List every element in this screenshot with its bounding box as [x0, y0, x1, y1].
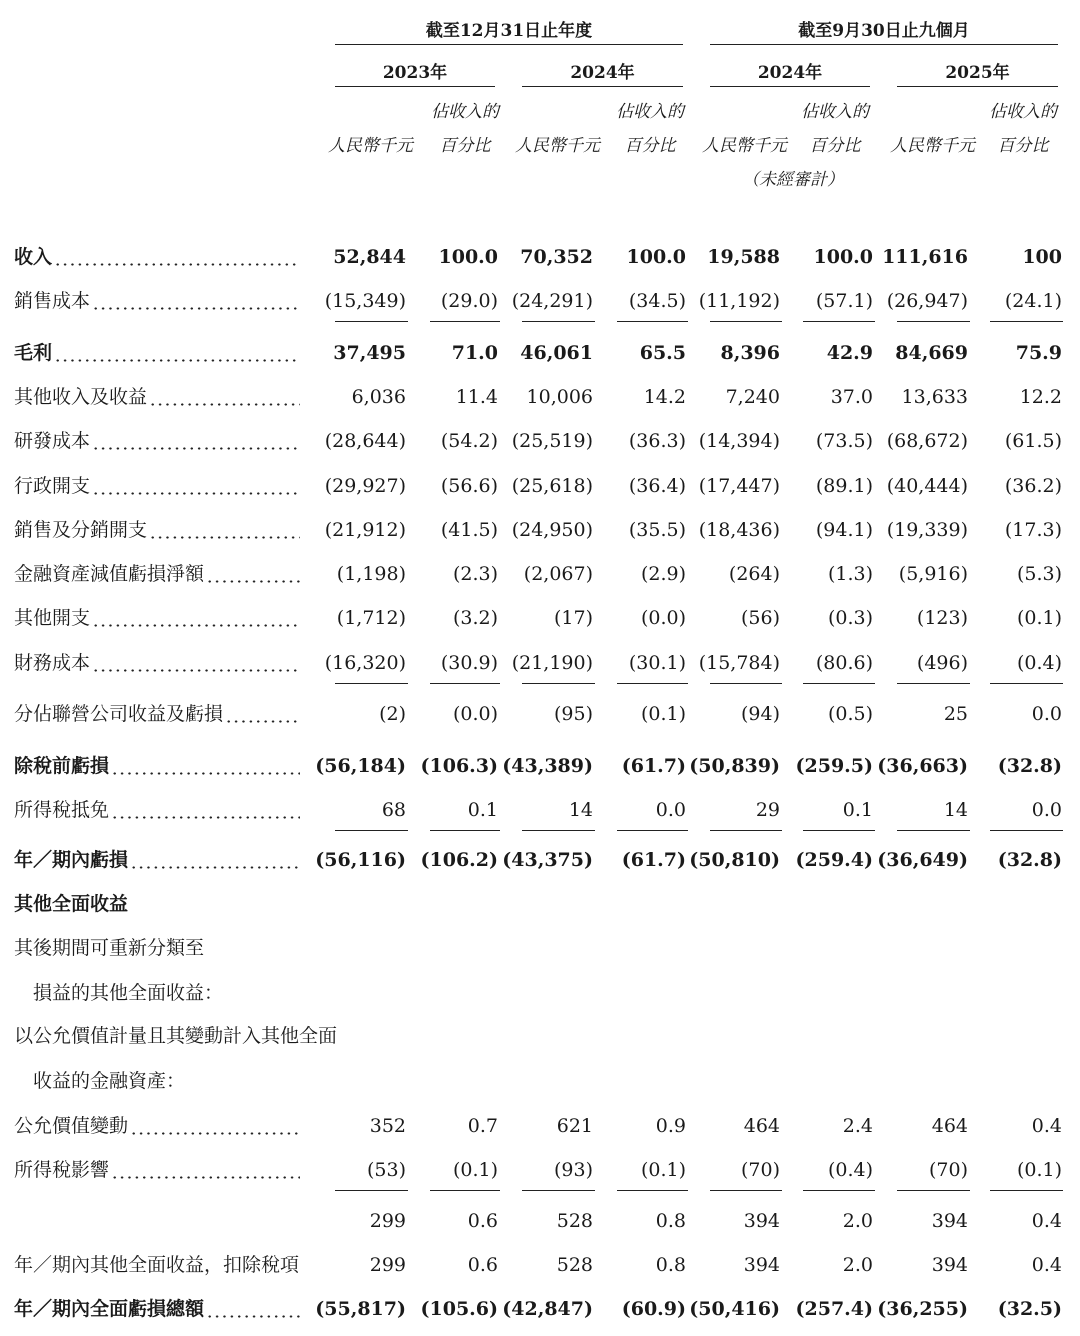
row-label-text: 年／期內虧損	[14, 849, 129, 871]
row-label-text: 其他收入及收益	[14, 386, 148, 408]
subtotal-rule	[617, 321, 688, 322]
leader-dots	[130, 1119, 300, 1135]
percent-cell: 0.7	[467, 1115, 498, 1137]
amount-cell: (56,116)	[315, 849, 406, 871]
leader-dots	[54, 346, 300, 362]
amount-cell: (2)	[379, 703, 406, 725]
percent-cell: (32.8)	[997, 755, 1062, 777]
percent-cell: (61.7)	[621, 755, 686, 777]
percent-cell: (41.5)	[440, 519, 498, 541]
subtotal-rule	[522, 830, 595, 831]
subtotal-rule	[617, 830, 688, 831]
amount-cell: (40,444)	[886, 475, 968, 497]
row-label-text: 分佔聯營公司收益及虧損	[14, 703, 224, 725]
amount-cell: (2,067)	[523, 563, 593, 585]
percent-cell: (2.3)	[452, 563, 498, 585]
amount-cell: (1,712)	[336, 607, 406, 629]
percent-cell: (0.1)	[452, 1159, 498, 1181]
row-label-text: 以公允價值計量且其變動計入其他全面	[14, 1025, 338, 1047]
leader-dots	[206, 567, 300, 583]
amount-cell: (17)	[553, 607, 593, 629]
subtotal-rule	[710, 683, 782, 684]
row-label-text: 銷售及分銷開支	[14, 519, 148, 541]
percent-cell: 0.1	[842, 799, 873, 821]
amount-cell: (21,190)	[511, 652, 593, 674]
pct-column-label-line1: 佔收入的	[431, 102, 499, 122]
amount-cell: 464	[931, 1115, 968, 1137]
row-label-text: 損益的其他全面收益：	[33, 982, 224, 1004]
percent-cell: 0.0	[1031, 799, 1062, 821]
percent-cell: (30.1)	[628, 652, 686, 674]
amount-column-label: 人民幣千元	[890, 136, 975, 156]
amount-cell: 37,495	[333, 342, 406, 364]
amount-cell: (29,927)	[324, 475, 406, 497]
leader-dots	[92, 294, 300, 310]
row-label	[14, 937, 206, 959]
subtotal-rule	[617, 1190, 688, 1191]
amount-cell: (43,375)	[502, 849, 593, 871]
amount-cell: 299	[369, 1210, 406, 1232]
amount-cell: (94)	[740, 703, 780, 725]
amount-cell: 25	[943, 703, 968, 725]
amount-cell: 352	[369, 1115, 406, 1137]
amount-cell: (42,847)	[502, 1298, 593, 1320]
row-label-text: 金融資產減值虧損淨額	[14, 563, 205, 585]
row-label	[14, 342, 54, 364]
percent-cell: 0.4	[1031, 1210, 1062, 1232]
row-label-text: 收益的金融資產：	[33, 1070, 186, 1092]
percent-cell: (57.1)	[815, 290, 873, 312]
amount-cell: 14	[568, 799, 593, 821]
percent-cell: (0.1)	[640, 1159, 686, 1181]
percent-cell: (34.5)	[628, 290, 686, 312]
amount-cell: (18,436)	[698, 519, 780, 541]
percent-cell: 0.8	[655, 1254, 686, 1276]
subtotal-rule	[990, 321, 1063, 322]
row-label	[14, 290, 92, 312]
percent-cell: 0.0	[1031, 703, 1062, 725]
amount-cell: 10,006	[526, 386, 593, 408]
amount-cell: 19,588	[707, 246, 780, 268]
amount-cell: 8,396	[720, 342, 780, 364]
percent-cell: 75.9	[1015, 342, 1062, 364]
row-label	[14, 519, 149, 541]
percent-cell: (257.4)	[795, 1298, 873, 1320]
amount-cell: (68,672)	[886, 430, 968, 452]
percent-cell: (105.6)	[420, 1298, 498, 1320]
subtotal-rule	[710, 830, 782, 831]
percent-cell: 100.0	[438, 246, 498, 268]
amount-cell: 111,616	[882, 246, 968, 268]
row-label	[14, 1298, 206, 1320]
leader-dots	[149, 390, 300, 406]
amount-cell: (55,817)	[315, 1298, 406, 1320]
row-label	[14, 755, 111, 777]
amount-cell: 7,240	[725, 386, 780, 408]
amount-cell: (28,644)	[324, 430, 406, 452]
year-rule	[522, 86, 683, 87]
amount-cell: (56,184)	[315, 755, 406, 777]
row-label-text: 其他全面收益	[14, 893, 129, 915]
amount-cell: (24,291)	[511, 290, 593, 312]
percent-cell: 71.0	[451, 342, 498, 364]
amount-cell: 6,036	[351, 386, 406, 408]
subtotal-rule	[803, 683, 875, 684]
percent-cell: (73.5)	[815, 430, 873, 452]
subtotal-rule	[430, 830, 500, 831]
amount-cell: (70)	[928, 1159, 968, 1181]
amount-cell: (19,339)	[886, 519, 968, 541]
row-label	[14, 893, 130, 915]
row-label-text: 銷售成本	[14, 290, 91, 312]
percent-cell: (0.0)	[452, 703, 498, 725]
year-header: 2025年	[945, 63, 1010, 83]
subtotal-rule	[522, 683, 595, 684]
row-label-text: 行政開支	[14, 475, 91, 497]
percent-cell: (36.3)	[628, 430, 686, 452]
amount-cell: 528	[556, 1210, 593, 1232]
row-label-text: 毛利	[14, 342, 53, 364]
subtotal-rule	[897, 683, 970, 684]
percent-cell: 0.4	[1031, 1115, 1062, 1137]
percent-cell: (29.0)	[440, 290, 498, 312]
amount-column-label: 人民幣千元	[702, 136, 787, 156]
leader-dots	[92, 434, 300, 450]
percent-cell: (0.0)	[640, 607, 686, 629]
amount-cell: (50,416)	[689, 1298, 780, 1320]
percent-cell: 12.2	[1019, 386, 1062, 408]
row-label	[14, 430, 92, 452]
amount-cell: (25,618)	[511, 475, 593, 497]
subtotal-rule	[430, 683, 500, 684]
amount-cell: (123)	[916, 607, 968, 629]
percent-cell: (94.1)	[815, 519, 873, 541]
percent-cell: 100.0	[813, 246, 873, 268]
percent-cell: (56.6)	[440, 475, 498, 497]
subtotal-rule	[803, 1190, 875, 1191]
amount-cell: 14	[943, 799, 968, 821]
year-rule	[710, 86, 870, 87]
pct-column-label-line2: 百分比	[624, 136, 676, 156]
row-label-text: 財務成本	[14, 652, 91, 674]
percent-cell: (0.4)	[827, 1159, 873, 1181]
percent-cell: (24.1)	[1004, 290, 1062, 312]
subtotal-rule	[522, 321, 595, 322]
percent-cell: (1.3)	[827, 563, 873, 585]
subtotal-rule	[990, 683, 1063, 684]
pct-column-label-line2: 百分比	[997, 136, 1049, 156]
subtotal-rule	[803, 830, 875, 831]
percent-cell: (0.1)	[640, 703, 686, 725]
pct-column-label-line2: 百分比	[439, 136, 491, 156]
row-label	[14, 799, 111, 821]
row-label	[33, 1070, 187, 1092]
amount-cell: (264)	[728, 563, 780, 585]
leader-dots	[92, 656, 300, 672]
subtotal-rule	[990, 1190, 1063, 1191]
amount-cell: (25,519)	[511, 430, 593, 452]
amount-cell: (70)	[740, 1159, 780, 1181]
percent-cell: (2.9)	[640, 563, 686, 585]
percent-cell: (0.5)	[827, 703, 873, 725]
amount-cell: (95)	[553, 703, 593, 725]
row-label	[14, 1159, 111, 1181]
subtotal-rule	[897, 321, 970, 322]
amount-cell: (56)	[740, 607, 780, 629]
amount-cell: 464	[743, 1115, 780, 1137]
amount-cell: 68	[381, 799, 406, 821]
leader-dots	[111, 803, 300, 819]
amount-cell: (5,916)	[898, 563, 968, 585]
amount-cell: (43,389)	[502, 755, 593, 777]
amount-column-label: 人民幣千元	[328, 136, 413, 156]
leader-dots	[54, 250, 300, 266]
amount-cell: (16,320)	[324, 652, 406, 674]
leader-dots	[111, 759, 300, 775]
percent-cell: (32.8)	[997, 849, 1062, 871]
pct-column-label-line2: 百分比	[809, 136, 861, 156]
percent-cell: (32.5)	[997, 1298, 1062, 1320]
percent-cell: (106.3)	[420, 755, 498, 777]
subtotal-rule	[617, 683, 688, 684]
pct-column-label-line1: 佔收入的	[616, 102, 684, 122]
subtotal-rule	[990, 830, 1063, 831]
period-rule	[710, 44, 1058, 45]
year-rule	[897, 86, 1058, 87]
percent-cell: 65.5	[639, 342, 686, 364]
year-header: 2024年	[757, 63, 823, 83]
amount-cell: 528	[556, 1254, 593, 1276]
row-label-text: 年／期內全面虧損總額	[14, 1298, 205, 1320]
amount-cell: 394	[743, 1254, 780, 1276]
percent-cell: 0.1	[467, 799, 498, 821]
amount-cell: (14,394)	[698, 430, 780, 452]
row-label	[14, 475, 92, 497]
amount-cell: (11,192)	[698, 290, 780, 312]
pct-column-label-line1: 佔收入的	[989, 102, 1057, 122]
leader-dots	[92, 479, 300, 495]
row-label	[14, 1254, 301, 1276]
subtotal-rule	[335, 683, 408, 684]
leader-dots	[130, 853, 300, 869]
amount-cell: (24,950)	[511, 519, 593, 541]
period-header-fiscal-year: 截至12月31日止年度	[425, 21, 593, 41]
amount-cell: (1,198)	[336, 563, 406, 585]
percent-cell: (17.3)	[1004, 519, 1062, 541]
amount-cell: (496)	[916, 652, 968, 674]
percent-cell: (54.2)	[440, 430, 498, 452]
percent-cell: 11.4	[455, 386, 498, 408]
row-label	[14, 386, 149, 408]
amount-cell: 394	[931, 1254, 968, 1276]
leader-dots	[149, 523, 300, 539]
subtotal-rule	[335, 321, 408, 322]
amount-column-label: 人民幣千元	[515, 136, 600, 156]
pct-column-label-line1: 佔收入的	[801, 102, 869, 122]
row-label-text: 研發成本	[14, 430, 91, 452]
percent-cell: (259.4)	[795, 849, 873, 871]
percent-cell: (60.9)	[621, 1298, 686, 1320]
amount-cell: (53)	[366, 1159, 406, 1181]
amount-cell: 394	[931, 1210, 968, 1232]
subtotal-rule	[335, 830, 408, 831]
percent-cell: 37.0	[830, 386, 873, 408]
amount-cell: (26,947)	[886, 290, 968, 312]
subtotal-rule	[710, 321, 782, 322]
row-label	[14, 607, 92, 629]
amount-cell: (36,255)	[877, 1298, 968, 1320]
row-label	[14, 1025, 339, 1047]
percent-cell: 0.6	[467, 1210, 498, 1232]
amount-cell: (50,810)	[689, 849, 780, 871]
percent-cell: 2.4	[842, 1115, 873, 1137]
subtotal-rule	[430, 1190, 500, 1191]
row-label-text: 除稅前虧損	[14, 755, 110, 777]
row-label	[14, 1115, 130, 1137]
percent-cell: 0.8	[655, 1210, 686, 1232]
percent-cell: (89.1)	[815, 475, 873, 497]
row-label	[14, 849, 130, 871]
percent-cell: (80.6)	[815, 652, 873, 674]
percent-cell: (0.3)	[827, 607, 873, 629]
amount-cell: 52,844	[333, 246, 406, 268]
amount-cell: 46,061	[520, 342, 593, 364]
row-label-text: 其他開支	[14, 607, 91, 629]
row-label	[33, 982, 225, 1004]
row-label-text: 收入	[14, 246, 53, 268]
amount-cell: (15,784)	[698, 652, 780, 674]
percent-cell: 0.9	[655, 1115, 686, 1137]
unaudited-note: （未經審計）	[742, 170, 844, 190]
amount-cell: (50,839)	[689, 755, 780, 777]
year-header: 2023年	[382, 63, 448, 83]
leader-dots	[225, 707, 300, 723]
amount-cell: (17,447)	[698, 475, 780, 497]
year-rule	[335, 86, 495, 87]
percent-cell: (35.5)	[628, 519, 686, 541]
amount-cell: 394	[743, 1210, 780, 1232]
leader-dots	[111, 1163, 300, 1179]
amount-cell: 13,633	[901, 386, 968, 408]
leader-dots	[206, 1302, 300, 1318]
row-label	[14, 652, 92, 674]
subtotal-rule	[897, 1190, 970, 1191]
percent-cell: 0.4	[1031, 1254, 1062, 1276]
leader-dots	[92, 611, 300, 627]
amount-cell: 29	[755, 799, 780, 821]
percent-cell: (3.2)	[452, 607, 498, 629]
row-label	[14, 563, 206, 585]
percent-cell: (36.4)	[628, 475, 686, 497]
subtotal-rule	[897, 830, 970, 831]
percent-cell: 2.0	[842, 1210, 873, 1232]
amount-cell: 621	[556, 1115, 593, 1137]
period-header-nine-months: 截至9月30日止九個月	[798, 21, 970, 41]
subtotal-rule	[803, 321, 875, 322]
percent-cell: (36.2)	[1004, 475, 1062, 497]
row-label	[14, 703, 225, 725]
amount-cell: (93)	[553, 1159, 593, 1181]
percent-cell: (0.4)	[1016, 652, 1062, 674]
percent-cell: 100.0	[626, 246, 686, 268]
percent-cell: (0.1)	[1016, 607, 1062, 629]
row-label-text: 其後期間可重新分類至	[14, 937, 205, 959]
percent-cell: 2.0	[842, 1254, 873, 1276]
subtotal-rule	[335, 1190, 408, 1191]
row-label-text: 所得稅影響	[14, 1159, 110, 1181]
percent-cell: (259.5)	[795, 755, 873, 777]
percent-cell: (5.3)	[1016, 563, 1062, 585]
amount-cell: 70,352	[520, 246, 593, 268]
row-label-text: 公允價值變動	[14, 1115, 129, 1137]
percent-cell: (30.9)	[440, 652, 498, 674]
period-rule	[335, 44, 683, 45]
row-label-text: 所得稅抵免	[14, 799, 110, 821]
subtotal-rule	[522, 1190, 595, 1191]
amount-cell: (21,912)	[324, 519, 406, 541]
amount-cell: (15,349)	[324, 290, 406, 312]
amount-cell: 299	[369, 1254, 406, 1276]
percent-cell: (106.2)	[420, 849, 498, 871]
percent-cell: 0.0	[655, 799, 686, 821]
amount-cell: (36,663)	[877, 755, 968, 777]
percent-cell: 42.9	[826, 342, 873, 364]
year-header: 2024年	[570, 63, 635, 83]
percent-cell: 0.6	[467, 1254, 498, 1276]
subtotal-rule	[430, 321, 500, 322]
amount-cell: (36,649)	[877, 849, 968, 871]
percent-cell: (61.5)	[1004, 430, 1062, 452]
row-label-text: 年／期內其他全面收益，扣除稅項	[14, 1254, 300, 1276]
amount-cell: 84,669	[895, 342, 968, 364]
percent-cell: 14.2	[643, 386, 686, 408]
percent-cell: (0.1)	[1016, 1159, 1062, 1181]
row-label	[14, 246, 54, 268]
subtotal-rule	[710, 1190, 782, 1191]
percent-cell: (61.7)	[621, 849, 686, 871]
percent-cell: 100	[1022, 246, 1062, 268]
